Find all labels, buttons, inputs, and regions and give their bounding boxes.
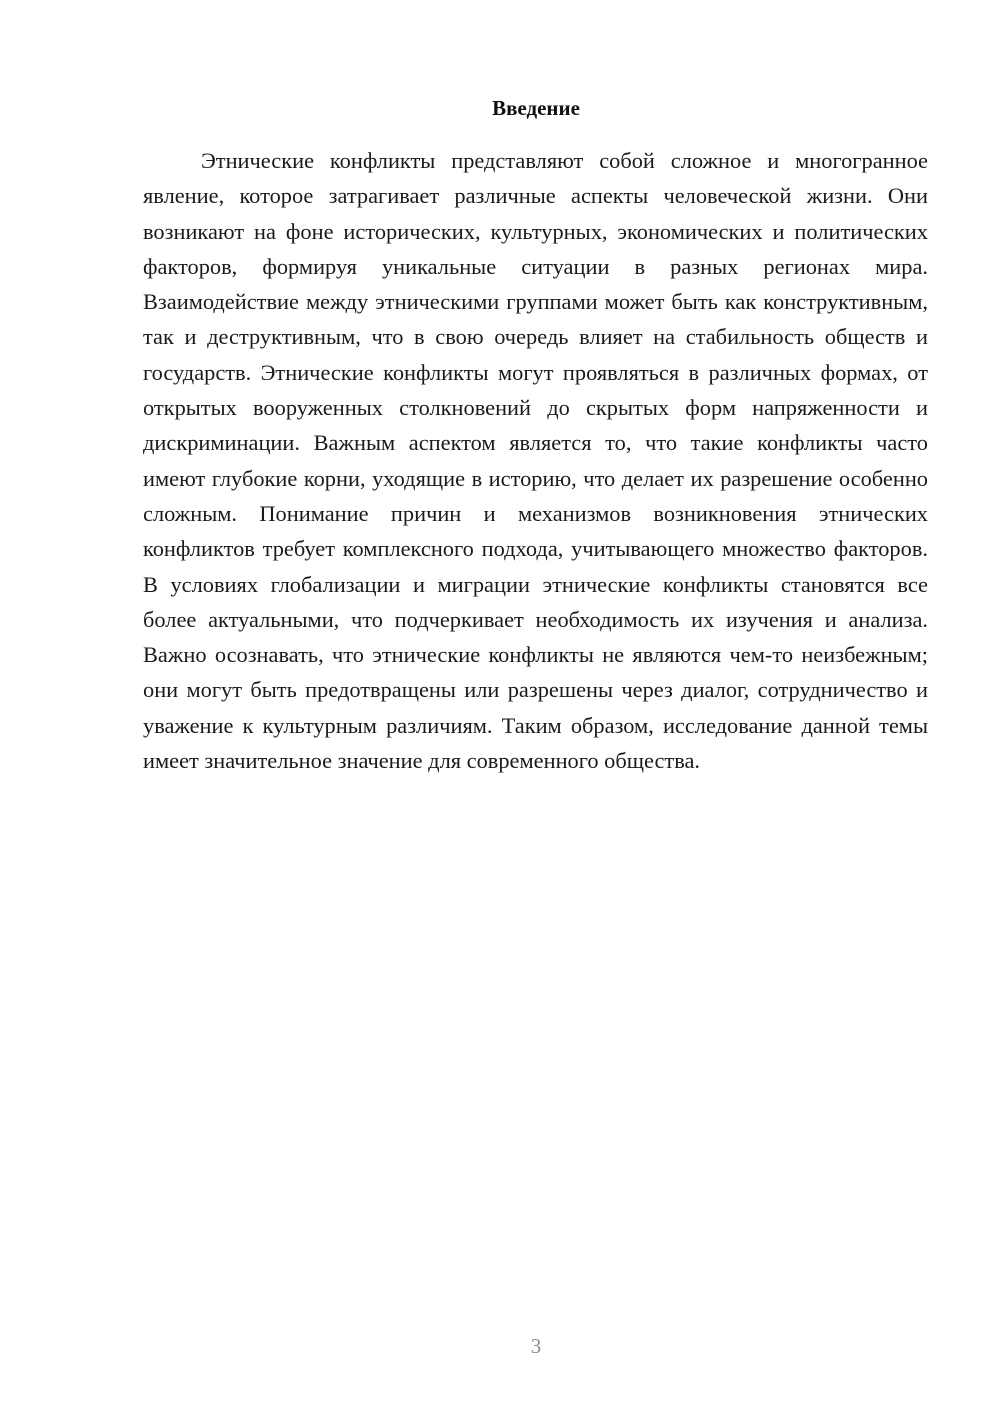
section-heading: Введение	[492, 96, 580, 120]
page-number: 3	[530, 1334, 542, 1358]
intro-paragraph: Этнические конфликты представляют собой сложное и многогранное явление, которое затрагивает различные аспекты человеческой жизни. Они возникают на фоне исторических, культурных, экономических и политических факторов, формируя уникальные ситуации в разных регионах мира. Взаимодействие между этническими группами может быть как конструктивным, так и деструктивным, что в свою очередь влияет на стабильность обществ и государств. Этнические конфликты могут проявляться в различных формах, от открытых вооруженных столкновений до скрытых форм напряженности и дискриминации. Важным аспектом является то, что такие конфликты часто имеют глубокие корни, уходящие в историю, что делает их разрешение особенно сложным. Понимание причин и механизмов возникновения этнических конфликтов требует комплексного подхода, учитывающего множество факторов. В условиях глобализации и миграции этнические конфликты становятся все более актуальными, что подчеркивает необходимость их изучения и анализа. Важно осознавать, что этнические конфликты не являются чем-то неизбежным; они могут быть предотвращены или разрешены через диалог, сотрудничество и уважение к культурным различиям. Таким образом, исследование данной темы имеет значительное значение для современного общества.	[143, 148, 928, 774]
